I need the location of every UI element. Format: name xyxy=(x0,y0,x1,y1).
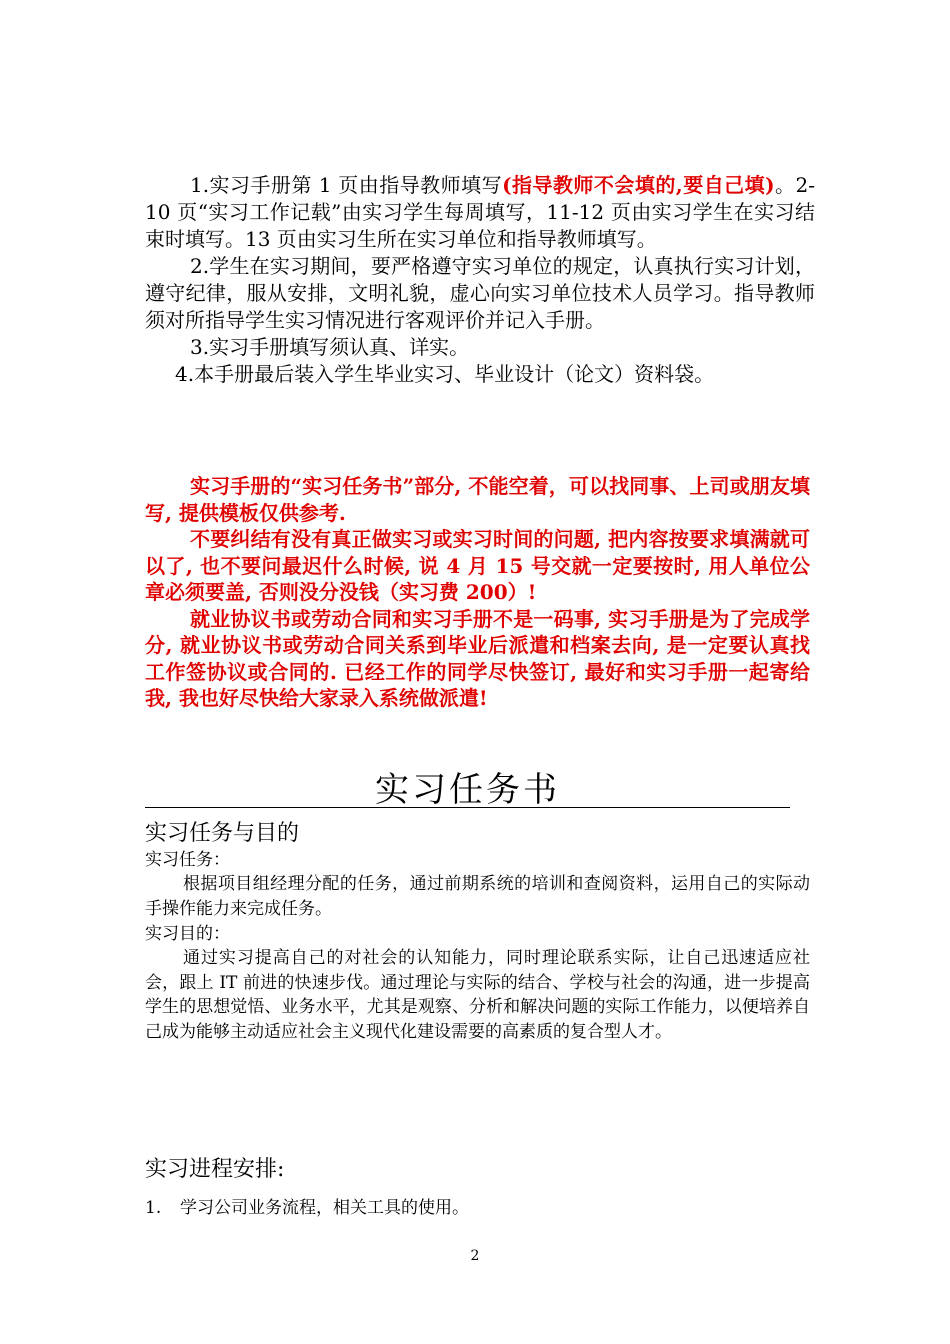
goal-text: 通过实习提高自己的对社会的认知能力，同时理论联系实际，让自己迅速适应社会，跟上 IT 前进的快速步伐。通过理论与实际的结合、学校与社会的沟通，进一步提高学生的思想觉悟、业务水平，尤其是观察、分析和解决问题的实际工作能力，以便培养自己成为能够主动适应社会主义现代化建设需要的高素质的复合型人才。 xyxy=(145,948,810,1042)
instructions-block xyxy=(145,172,815,388)
instruction-item-3: 3.实习手册填写须认真、详实。 xyxy=(190,335,470,359)
notice-paragraph-1: 实习手册的“实习任务书”部分, 不能空着，可以找同事、上司或朋友填写, 提供模板仅供参考. xyxy=(145,474,810,525)
page-number: 2 xyxy=(470,1248,480,1264)
instruction-1-highlight: (指导教师不会填的,要自己填) xyxy=(502,173,775,197)
instruction-item-4: 4.本手册最后装入学生毕业实习、毕业设计（论文）资料袋。 xyxy=(175,362,715,386)
task-text: 根据项目组经理分配的任务，通过前期系统的培训和查阅资料，运用自己的实际动手操作能力来完成任务。 xyxy=(145,874,810,919)
list-item-number: 1. xyxy=(145,1198,162,1218)
doc-title: 实习任务书 xyxy=(375,770,560,810)
instruction-item-2: 2.学生在实习期间，要严格遵守实习单位的规定，认真执行实习计划，遵守纪律，服从安排，文明礼貌，虚心向实习单位技术人员学习。指导教师须对所指导学生实习情况进行客观评价并记入手册。 xyxy=(145,254,815,332)
section-heading-goals: 实习任务与目的 xyxy=(145,821,300,846)
instruction-1-prefix: 1.实习手册第 1 页由指导教师填写 xyxy=(190,173,503,197)
notice-paragraph-3: 就业协议书或劳动合同和实习手册不是一码事, 实习手册是为了完成学分, 就业协议书或劳动合同关系到毕业后派遣和档案去向, 是一定要认真找工作签协议或合同的. 已经工作的同学尽快签订, 最好和实习手册一起寄给我, 我也好尽快给大家录入系统做派遣! xyxy=(145,606,810,710)
section-heading-schedule: 实习进程安排: xyxy=(145,1157,285,1182)
instruction-item-1 xyxy=(145,172,815,253)
task-label: 实习任务： xyxy=(145,850,230,870)
doc-title-row xyxy=(145,770,790,810)
goal-label: 实习目的： xyxy=(145,924,230,944)
list-item xyxy=(145,1196,469,1220)
notice-paragraph-2: 不要纠结有没有真正做实习或实习时间的问题, 把内容按要求填满就可以了, 也不要问最迟什么时候, 说 4 月 15 号交就一定要按时, 用人单位公章必须要盖, 否则没分没钱（实习费 200）! xyxy=(145,527,810,604)
instruction-1-suffix: 。2-10 页“实习工作记载”由实习学生每周填写，11-12 页由实习学生在实习结束时填写。13 页由实习生所在实习单位和指导教师填写。 xyxy=(145,173,816,251)
red-notice xyxy=(145,473,810,712)
list-item-text: 学习公司业务流程，相关工具的使用。 xyxy=(180,1198,469,1218)
